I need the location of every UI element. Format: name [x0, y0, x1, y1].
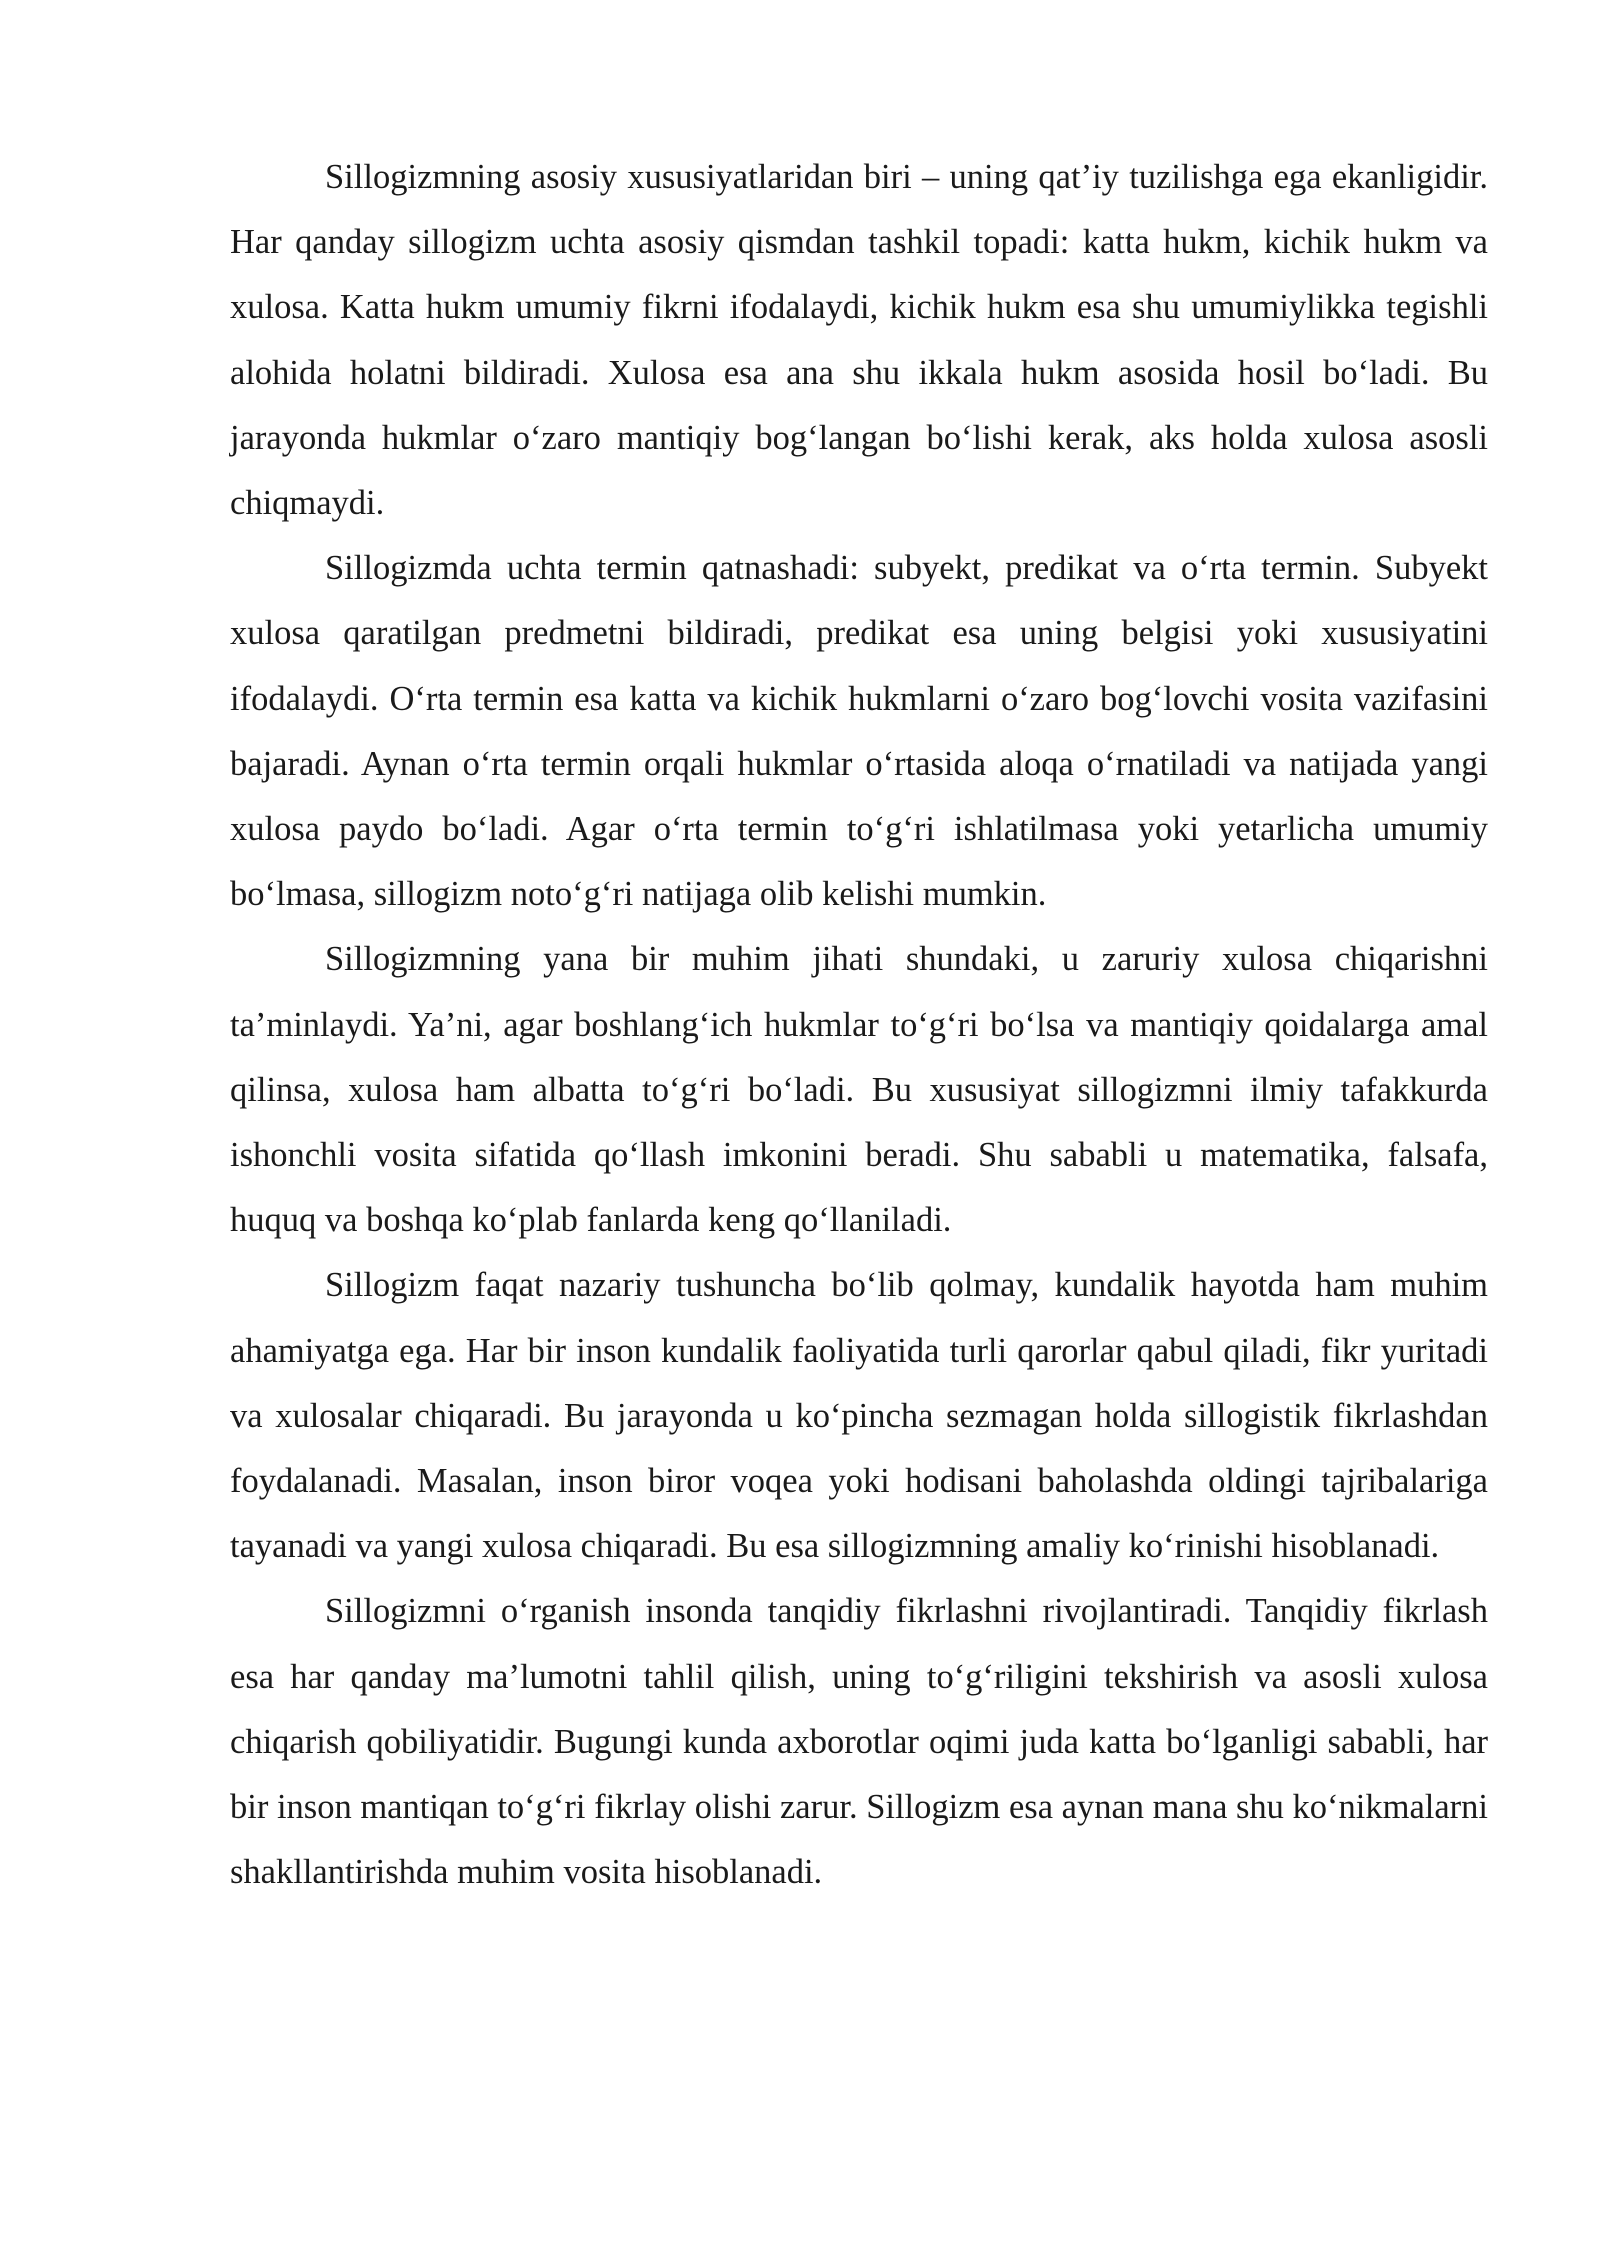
paragraph: Sillogizmning asosiy xususiyatlaridan biri – uning qat’iy tuzilishga ega ekanligidir. Har qanday sillogizm uchta asosiy qismdan tashkil topadi: katta hukm, kichik hukm va xulosa. Katta hukm umumiy fikrni ifodalaydi, kichik hukm esa shu umumiylikka tegishli alohida holatni bildiradi. Xulosa esa ana shu ikkala hukm asosida hosil bo‘ladi. Bu jarayonda hukmlar o‘zaro mantiqiy bog‘langan bo‘lishi kerak, aks holda xulosa asosli chiqmaydi. — [230, 158, 1488, 523]
document-body — [230, 145, 1488, 1905]
paragraph: Sillogizmni o‘rganish insonda tanqidiy fikrlashni rivojlantiradi. Tanqidiy fikrlash esa har qanday ma’lumotni tahlil qilish, uning to‘g‘riligini tekshirish va asosli xulosa chiqarish qobiliyatidir. Bugungi kunda axborotlar oqimi juda katta bo‘lganligi sababli, har bir inson mantiqan to‘g‘ri fikrlay olishi zarur. Sillogizm esa aynan mana shu ko‘nikmalarni shakllantirishda muhim vosita hisoblanadi. — [230, 1592, 1489, 1892]
paragraph: Sillogizm faqat nazariy tushuncha bo‘lib qolmay, kundalik hayotda ham muhim ahamiyatga ega. Har bir inson kundalik faoliyatida turli qarorlar qabul qiladi, fikr yuritadi va xulosalar chiqaradi. Bu jarayonda u ko‘pincha sezmagan holda sillogistik fikrlashdan foydalanadi. Masalan, inson biror voqea yoki hodisani baholashda oldingi tajribalariga tayanadi va yangi xulosa chiqaradi. Bu esa sillogizmning amaliy ko‘rinishi hisoblanadi. — [230, 1266, 1488, 1566]
paragraph: Sillogizmda uchta termin qatnashadi: subyekt, predikat va o‘rta termin. Subyekt xulosa qaratilgan predmetni bildiradi, predikat esa uning belgisi yoki xususiyatini ifodalaydi. O‘rta termin esa katta va kichik hukmlarni o‘zaro bog‘lovchi vosita vazifasini bajaradi. Aynan o‘rta termin orqali hukmlar o‘rtasida aloqa o‘rnatiladi va natijada yangi xulosa paydo bo‘ladi. Agar o‘rta termin to‘g‘ri ishlatilmasa yoki yetarlicha umumiy bo‘lmasa, sillogizm noto‘g‘ri natijaga olib kelishi mumkin. — [230, 549, 1488, 914]
paragraph: Sillogizmning yana bir muhim jihati shundaki, u zaruriy xulosa chiqarishni ta’minlaydi. Ya’ni, agar boshlang‘ich hukmlar to‘g‘ri bo‘lsa va mantiqiy qoidalarga amal qilinsa, xulosa ham albatta to‘g‘ri bo‘ladi. Bu xususiyat sillogizmni ilmiy tafakkurda ishonchli vosita sifatida qo‘llash imkonini beradi. Shu sababli u matematika, falsafa, huquq va boshqa ko‘plab fanlarda keng qo‘llaniladi. — [230, 940, 1488, 1240]
